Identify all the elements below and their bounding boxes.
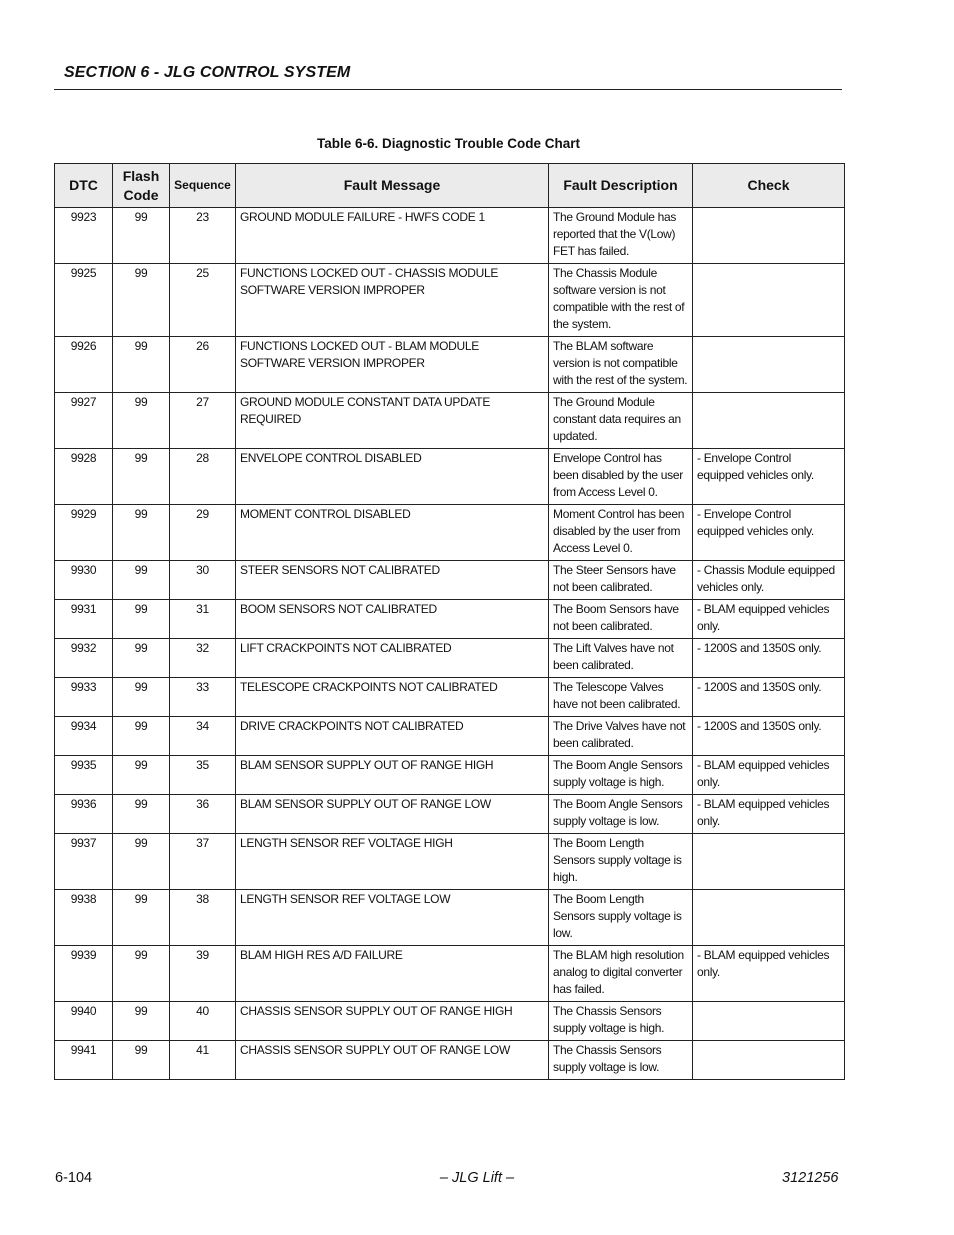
cell-fault-description: The Telescope Valves have not been calibrated. bbox=[549, 678, 693, 717]
page-number: 6-104 bbox=[55, 1170, 93, 1186]
cell-sequence: 26 bbox=[170, 337, 236, 393]
cell-dtc: 9925 bbox=[55, 264, 113, 337]
cell-fault-description: The Boom Angle Sensors supply voltage is high. bbox=[549, 756, 693, 795]
cell-check bbox=[693, 890, 845, 946]
table-row bbox=[55, 890, 845, 946]
cell-fault-message: LENGTH SENSOR REF VOLTAGE LOW bbox=[236, 890, 549, 946]
cell-fault-description: The BLAM software version is not compatible with the rest of the system. bbox=[549, 337, 693, 393]
column-header-dtc: DTC bbox=[55, 164, 113, 208]
cell-flash-code: 99 bbox=[113, 600, 170, 639]
table-header-row bbox=[55, 164, 845, 208]
cell-check: - Envelope Control equipped vehicles only. bbox=[693, 505, 845, 561]
cell-fault-message: BLAM SENSOR SUPPLY OUT OF RANGE LOW bbox=[236, 795, 549, 834]
cell-flash-code: 99 bbox=[113, 678, 170, 717]
cell-fault-description: The Chassis Module software version is not compatible with the rest of the system. bbox=[549, 264, 693, 337]
table-row bbox=[55, 1041, 845, 1080]
table-row bbox=[55, 946, 845, 1002]
cell-dtc: 9927 bbox=[55, 393, 113, 449]
cell-dtc: 9935 bbox=[55, 756, 113, 795]
table-row bbox=[55, 561, 845, 600]
cell-fault-description: The Drive Valves have not been calibrated. bbox=[549, 717, 693, 756]
cell-dtc: 9940 bbox=[55, 1002, 113, 1041]
cell-check bbox=[693, 1002, 845, 1041]
cell-check: - 1200S and 1350S only. bbox=[693, 678, 845, 717]
cell-flash-code: 99 bbox=[113, 890, 170, 946]
cell-dtc: 9933 bbox=[55, 678, 113, 717]
cell-sequence: 34 bbox=[170, 717, 236, 756]
cell-fault-message: ENVELOPE CONTROL DISABLED bbox=[236, 449, 549, 505]
cell-fault-message: LENGTH SENSOR REF VOLTAGE HIGH bbox=[236, 834, 549, 890]
table-row bbox=[55, 639, 845, 678]
cell-fault-description: The Lift Valves have not been calibrated. bbox=[549, 639, 693, 678]
cell-dtc: 9932 bbox=[55, 639, 113, 678]
cell-dtc: 9926 bbox=[55, 337, 113, 393]
diagnostic-trouble-code-table bbox=[54, 163, 845, 1080]
cell-fault-message: FUNCTIONS LOCKED OUT - BLAM MODULE SOFTWARE VERSION IMPROPER bbox=[236, 337, 549, 393]
table-row bbox=[55, 600, 845, 639]
header-divider bbox=[54, 89, 842, 90]
cell-fault-message: BLAM HIGH RES A/D FAILURE bbox=[236, 946, 549, 1002]
cell-fault-description: The BLAM high resolution analog to digital converter has failed. bbox=[549, 946, 693, 1002]
cell-fault-description: Envelope Control has been disabled by the user from Access Level 0. bbox=[549, 449, 693, 505]
cell-fault-description: The Steer Sensors have not been calibrated. bbox=[549, 561, 693, 600]
cell-check bbox=[693, 337, 845, 393]
cell-fault-description: The Chassis Sensors supply voltage is high. bbox=[549, 1002, 693, 1041]
cell-flash-code: 99 bbox=[113, 264, 170, 337]
table-caption: Table 6-6. Diagnostic Trouble Code Chart bbox=[316, 136, 581, 151]
cell-check: - BLAM equipped vehicles only. bbox=[693, 756, 845, 795]
document-number: 3121256 bbox=[782, 1170, 839, 1186]
section-title: SECTION 6 - JLG CONTROL SYSTEM bbox=[64, 64, 351, 81]
cell-dtc: 9929 bbox=[55, 505, 113, 561]
cell-sequence: 27 bbox=[170, 393, 236, 449]
cell-dtc: 9930 bbox=[55, 561, 113, 600]
cell-fault-message: BOOM SENSORS NOT CALIBRATED bbox=[236, 600, 549, 639]
cell-sequence: 29 bbox=[170, 505, 236, 561]
cell-sequence: 31 bbox=[170, 600, 236, 639]
cell-flash-code: 99 bbox=[113, 505, 170, 561]
cell-flash-code: 99 bbox=[113, 756, 170, 795]
cell-fault-message: CHASSIS SENSOR SUPPLY OUT OF RANGE LOW bbox=[236, 1041, 549, 1080]
cell-dtc: 9938 bbox=[55, 890, 113, 946]
table-row bbox=[55, 393, 845, 449]
cell-dtc: 9936 bbox=[55, 795, 113, 834]
cell-fault-description: The Chassis Sensors supply voltage is low. bbox=[549, 1041, 693, 1080]
cell-dtc: 9928 bbox=[55, 449, 113, 505]
cell-check: - Chassis Module equipped vehicles only. bbox=[693, 561, 845, 600]
cell-check bbox=[693, 834, 845, 890]
cell-fault-description: The Boom Length Sensors supply voltage is low. bbox=[549, 890, 693, 946]
cell-flash-code: 99 bbox=[113, 561, 170, 600]
table-row bbox=[55, 449, 845, 505]
table-row bbox=[55, 337, 845, 393]
cell-sequence: 39 bbox=[170, 946, 236, 1002]
cell-check: - 1200S and 1350S only. bbox=[693, 639, 845, 678]
cell-flash-code: 99 bbox=[113, 1041, 170, 1080]
table-row bbox=[55, 505, 845, 561]
cell-sequence: 36 bbox=[170, 795, 236, 834]
cell-flash-code: 99 bbox=[113, 393, 170, 449]
cell-fault-message: FUNCTIONS LOCKED OUT - CHASSIS MODULE SOFTWARE VERSION IMPROPER bbox=[236, 264, 549, 337]
cell-fault-message: MOMENT CONTROL DISABLED bbox=[236, 505, 549, 561]
cell-dtc: 9941 bbox=[55, 1041, 113, 1080]
cell-check bbox=[693, 1041, 845, 1080]
cell-fault-description: The Boom Length Sensors supply voltage is high. bbox=[549, 834, 693, 890]
table-row bbox=[55, 717, 845, 756]
column-header-sequence: Sequence bbox=[170, 164, 236, 208]
cell-fault-description: The Boom Sensors have not been calibrated. bbox=[549, 600, 693, 639]
table-row bbox=[55, 795, 845, 834]
table-row bbox=[55, 1002, 845, 1041]
cell-sequence: 38 bbox=[170, 890, 236, 946]
table-row bbox=[55, 756, 845, 795]
table-row bbox=[55, 678, 845, 717]
cell-check bbox=[693, 393, 845, 449]
cell-sequence: 25 bbox=[170, 264, 236, 337]
cell-flash-code: 99 bbox=[113, 449, 170, 505]
column-header-fault-description: Fault Description bbox=[549, 164, 693, 208]
footer-publisher: – JLG Lift – bbox=[439, 1170, 515, 1186]
cell-sequence: 23 bbox=[170, 208, 236, 264]
cell-fault-message: GROUND MODULE FAILURE - HWFS CODE 1 bbox=[236, 208, 549, 264]
cell-fault-message: GROUND MODULE CONSTANT DATA UPDATE REQUIRED bbox=[236, 393, 549, 449]
cell-sequence: 37 bbox=[170, 834, 236, 890]
cell-check: - Envelope Control equipped vehicles only. bbox=[693, 449, 845, 505]
cell-flash-code: 99 bbox=[113, 834, 170, 890]
cell-check: - 1200S and 1350S only. bbox=[693, 717, 845, 756]
column-header-fault-message: Fault Message bbox=[236, 164, 549, 208]
table-row bbox=[55, 264, 845, 337]
cell-flash-code: 99 bbox=[113, 946, 170, 1002]
cell-flash-code: 99 bbox=[113, 717, 170, 756]
cell-sequence: 35 bbox=[170, 756, 236, 795]
cell-flash-code: 99 bbox=[113, 1002, 170, 1041]
table-row bbox=[55, 208, 845, 264]
cell-fault-message: LIFT CRACKPOINTS NOT CALIBRATED bbox=[236, 639, 549, 678]
column-header-check: Check bbox=[693, 164, 845, 208]
cell-fault-message: BLAM SENSOR SUPPLY OUT OF RANGE HIGH bbox=[236, 756, 549, 795]
cell-sequence: 30 bbox=[170, 561, 236, 600]
cell-fault-message: STEER SENSORS NOT CALIBRATED bbox=[236, 561, 549, 600]
cell-check: - BLAM equipped vehicles only. bbox=[693, 795, 845, 834]
cell-fault-description: The Ground Module constant data requires an updated. bbox=[549, 393, 693, 449]
cell-sequence: 41 bbox=[170, 1041, 236, 1080]
cell-dtc: 9937 bbox=[55, 834, 113, 890]
table-body bbox=[55, 208, 845, 1080]
cell-fault-message: CHASSIS SENSOR SUPPLY OUT OF RANGE HIGH bbox=[236, 1002, 549, 1041]
cell-dtc: 9923 bbox=[55, 208, 113, 264]
cell-check: - BLAM equipped vehicles only. bbox=[693, 946, 845, 1002]
cell-flash-code: 99 bbox=[113, 208, 170, 264]
cell-fault-message: DRIVE CRACKPOINTS NOT CALIBRATED bbox=[236, 717, 549, 756]
cell-fault-description: The Ground Module has reported that the V(Low) FET has failed. bbox=[549, 208, 693, 264]
cell-sequence: 28 bbox=[170, 449, 236, 505]
cell-fault-message: TELESCOPE CRACKPOINTS NOT CALIBRATED bbox=[236, 678, 549, 717]
column-header-flash-code: Flash Code bbox=[113, 164, 170, 208]
table-row bbox=[55, 834, 845, 890]
cell-check: - BLAM equipped vehicles only. bbox=[693, 600, 845, 639]
cell-check bbox=[693, 264, 845, 337]
cell-check bbox=[693, 208, 845, 264]
cell-sequence: 40 bbox=[170, 1002, 236, 1041]
cell-dtc: 9934 bbox=[55, 717, 113, 756]
cell-fault-description: Moment Control has been disabled by the user from Access Level 0. bbox=[549, 505, 693, 561]
cell-fault-description: The Boom Angle Sensors supply voltage is low. bbox=[549, 795, 693, 834]
cell-flash-code: 99 bbox=[113, 795, 170, 834]
cell-dtc: 9931 bbox=[55, 600, 113, 639]
cell-sequence: 32 bbox=[170, 639, 236, 678]
cell-flash-code: 99 bbox=[113, 337, 170, 393]
cell-sequence: 33 bbox=[170, 678, 236, 717]
cell-flash-code: 99 bbox=[113, 639, 170, 678]
cell-dtc: 9939 bbox=[55, 946, 113, 1002]
